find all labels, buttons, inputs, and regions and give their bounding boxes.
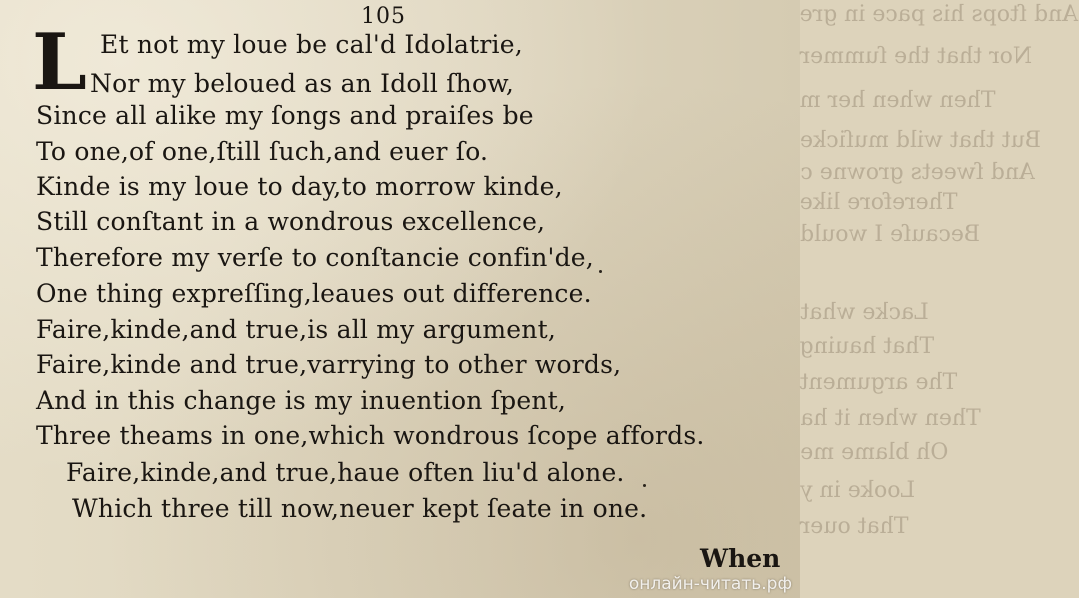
ink-speck [599,270,602,273]
catchword: When [700,544,781,573]
verse-line: Therefore my verſe to conſtancie confin'de, [36,243,594,272]
verse-line: Still conſtant in a wondrous excellence, [36,207,546,236]
verse-line: Three theams in one,which wondrous ſcope affords. [36,421,705,450]
verse-line: Et not my loue be cal'd Idolatrie, [100,30,523,59]
verse-line: Nor my beloued as an Idoll ſhow, [90,69,514,98]
verse-line: Faire,kinde and true,varrying to other words, [36,350,622,379]
verse-line: To one,of one,ſtill ſuch,and euer ſo. [36,137,489,166]
verse-line: Since all alike my ſongs and praiſes be [36,101,534,130]
drop-cap: L [32,17,87,108]
verse-line: Which three till now,neuer kept ſeate in one. [72,494,648,523]
verse-line: Faire,kinde,and true,haue often liu'd alone. [66,458,625,487]
show-through-text: And ſtops his pace in gre Nor that the ſummer Then when her m But that wild muſicke And ſweets growne c Therefore like Becauſe I would Lacke what That hauing The argument Then when it ha Oh blame me Looke in y That ouer [800,2,1079,539]
site-watermark: онлайн-читать.рф [628,574,792,594]
verse-line: Faire,kinde,and true,is all my argument, [36,315,556,344]
verse-line: One thing expreſſing,leaues out difference. [36,279,592,308]
page-number: 105 [361,4,406,29]
verse-line: Kinde is my loue to day,to morrow kinde, [36,172,563,201]
verse-line: And in this change is my inuention ſpent, [36,386,567,415]
ink-speck [643,484,646,487]
